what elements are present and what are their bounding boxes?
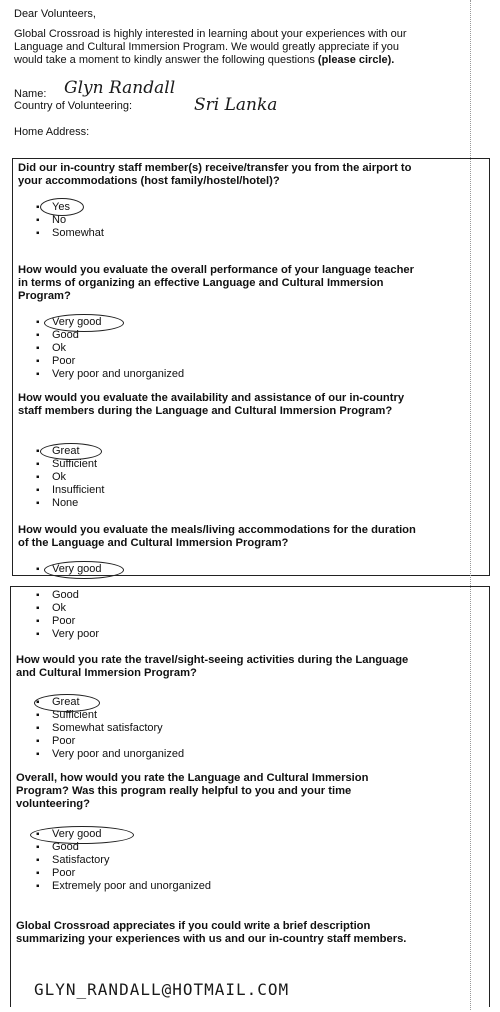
option-great[interactable]: ▪ Great	[34, 696, 184, 709]
selection-circle	[40, 443, 102, 460]
question-4: How would you evaluate the meals/living accommodations for the duration of the Language and Cultural Immersion Program?	[18, 524, 416, 549]
intro-emphasis: (please circle).	[317, 54, 395, 66]
option-somewhat-satisfactory[interactable]: ▪ Somewhat satisfactory	[34, 722, 184, 735]
name-handwritten: Glyn Randall	[64, 78, 176, 98]
option-good[interactable]: ▪ Good	[34, 589, 99, 602]
selection-circle	[44, 561, 124, 579]
selection-circle	[30, 826, 134, 844]
intro-paragraph	[14, 28, 494, 67]
option-no[interactable]: ▪ No	[34, 214, 104, 227]
option-very-poor-unorganized[interactable]: ▪ Very poor and unorganized	[34, 368, 184, 381]
question-1: Did our in-country staff member(s) receive/transfer you from the airport to your accommodations (host family/hostel/hotel)?	[18, 162, 412, 187]
option-poor[interactable]: ▪ Poor	[34, 355, 184, 368]
selection-circle	[40, 198, 84, 216]
intro-line: Language and Cultural Immersion Program. We would greatly appreciate if you	[14, 41, 399, 53]
name-label: Name:	[14, 88, 47, 100]
option-poor[interactable]: ▪ Poor	[34, 867, 211, 880]
option-sufficient[interactable]: ▪ Sufficient	[34, 458, 104, 471]
option-great[interactable]: ▪ Great	[34, 445, 104, 458]
option-poor[interactable]: ▪ Poor	[34, 735, 184, 748]
country-handwritten: Sri Lanka	[194, 95, 278, 115]
option-ok[interactable]: ▪ Ok	[34, 342, 184, 355]
scan-artifact-line	[470, 0, 471, 1010]
handwritten-email: GLYN_RANDALL@HOTMAIL.COM	[34, 980, 290, 999]
option-none[interactable]: ▪ None	[34, 497, 104, 510]
option-good[interactable]: ▪ Good	[34, 329, 184, 342]
question-6: Overall, how would you rate the Language and Cultural Immersion Program? Was this program really helpful to you and your time volunteering?	[16, 772, 369, 810]
option-good[interactable]: ▪ Good	[34, 841, 211, 854]
greeting: Dear Volunteers,	[14, 8, 96, 20]
option-sufficient[interactable]: ▪ Sufficient	[34, 709, 184, 722]
option-ok[interactable]: ▪ Ok	[34, 602, 99, 615]
option-ok[interactable]: ▪ Ok	[34, 471, 104, 484]
selection-circle	[44, 314, 124, 332]
option-very-good[interactable]: ▪ Very good	[34, 563, 102, 576]
question-2: How would you evaluate the overall performance of your language teacher in terms of organizing an effective Language and Cultural Immersion Program?	[18, 264, 415, 302]
option-yes[interactable]: ▪ Yes	[34, 201, 104, 214]
closing-prompt: Global Crossroad appreciates if you could write a brief description summarizing your experiences with us and our in-country staff members.	[16, 920, 407, 945]
question-5: How would you rate the travel/sight-seeing activities during the Language and Cultural Immersion Program?	[16, 654, 409, 679]
question-4-options-rest	[34, 589, 99, 641]
selection-circle	[34, 694, 100, 712]
option-very-good[interactable]: ▪ Very good	[34, 316, 184, 329]
option-extremely-poor-unorganized[interactable]: ▪ Extremely poor and unorganized	[34, 880, 211, 893]
question-3: How would you evaluate the availability and assistance of our in-country staff members during the Language and Cultural Immersion Program?	[18, 392, 405, 417]
option-poor[interactable]: ▪ Poor	[34, 615, 99, 628]
intro-line: would take a moment to kindly answer the following questions (please circle).	[14, 54, 395, 66]
country-label: Country of Volunteering:	[14, 100, 133, 112]
option-insufficient[interactable]: ▪ Insufficient	[34, 484, 104, 497]
option-very-poor[interactable]: ▪ Very poor	[34, 628, 99, 641]
intro-line: Global Crossroad is highly interested in learning about your experiences with our	[14, 28, 407, 40]
option-somewhat[interactable]: ▪ Somewhat	[34, 227, 104, 240]
option-very-good[interactable]: ▪ Very good	[34, 828, 211, 841]
address-label: Home Address:	[14, 126, 90, 138]
option-satisfactory[interactable]: ▪ Satisfactory	[34, 854, 211, 867]
option-very-poor-unorganized[interactable]: ▪ Very poor and unorganized	[34, 748, 184, 761]
